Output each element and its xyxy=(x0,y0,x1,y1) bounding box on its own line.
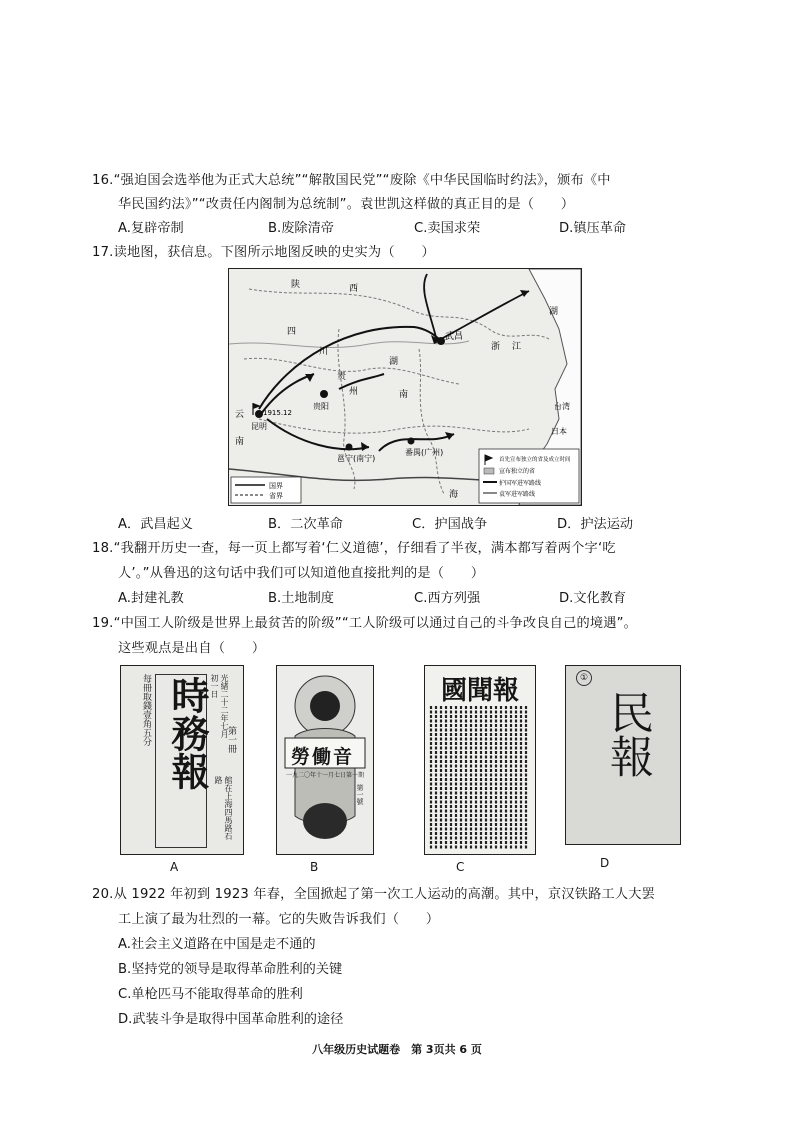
map-label-yun: 云 xyxy=(235,410,245,420)
shiwubao-title: 時務報 xyxy=(165,676,210,790)
map-label-taiwan: 台湾 xyxy=(554,402,570,411)
legend-yuan-route: 袁军进军路线 xyxy=(499,491,536,498)
map-label-sea-hu: 湖 xyxy=(549,307,559,317)
q19-stem-line1: 19.“中国工人阶级是世界上最贫苦的阶级”“工人阶级可以通过自己的斗争改良自己的境遇”。 xyxy=(92,616,638,631)
q20-option-d[interactable]: D.武装斗争是取得中国革命胜利的途径 xyxy=(118,1012,344,1027)
guowenbao-title: 國聞報 xyxy=(440,676,519,706)
q19-image-b[interactable] xyxy=(276,665,374,855)
q19-image-c-label: C xyxy=(456,860,465,874)
shiwubao-address: 館在上海四馬路石路 xyxy=(214,776,233,840)
map-label-zhou: 州 xyxy=(349,387,359,397)
shiwubao-issue: 第一冊 xyxy=(226,726,236,753)
q19-image-c[interactable] xyxy=(424,665,536,855)
laodongyin-date: 一九二〇年十一月七日第一期 xyxy=(285,772,364,779)
minbao-number: ① xyxy=(576,670,592,686)
q18-option-b[interactable]: B.土地制度 xyxy=(268,591,334,606)
q19-image-b-label: B xyxy=(310,860,319,874)
map-label-hai: 海 xyxy=(449,490,459,500)
q16-stem-line2: 华民国约法》”“改责任内阁制为总统制”。袁世凯这样做的真正目的是（ ） xyxy=(118,197,575,212)
map-label-date: 1915.12 xyxy=(263,409,292,417)
legend-protection-route: 护国军进军路线 xyxy=(499,480,542,487)
map-label-shaan: 陕 xyxy=(291,280,301,290)
q17-option-b[interactable]: B．二次革命 xyxy=(268,517,343,532)
map-label-nan: 南 xyxy=(399,390,409,400)
q20-option-b[interactable]: B.坚持党的领导是取得革命胜利的关键 xyxy=(118,962,343,977)
q19-image-a-label: A xyxy=(170,860,179,874)
map-label-hu: 湖 xyxy=(389,357,399,367)
q19-image-a[interactable] xyxy=(120,665,244,855)
map-drawing xyxy=(229,269,581,505)
map-label-gui: 贵 xyxy=(337,372,347,382)
q19-stem-line2: 这些观点是出自（ ） xyxy=(118,641,266,656)
map-label-chuan: 川 xyxy=(319,347,329,357)
q17-option-a[interactable]: A．武昌起义 xyxy=(118,517,193,532)
map-label-zhe: 浙 xyxy=(491,342,501,352)
q16-stem-line1: 16.“强迫国会选举他为正式大总统”“解散国民党”“废除《中华民国临时约法》，颁布《中 xyxy=(92,173,611,188)
q16-option-a[interactable]: A.复辟帝制 xyxy=(118,221,184,236)
shiwubao-price: 每冊取錢壹角五分 xyxy=(141,674,151,746)
map-label-japan: 日本 xyxy=(551,427,567,436)
map-label-xi: 西 xyxy=(349,284,359,294)
q18-option-d[interactable]: D.文化教育 xyxy=(559,591,627,606)
map-label-yun-nan: 南 xyxy=(235,437,245,447)
q20-stem-line2: 工上演了最为壮烈的一幕。它的失败告诉我们（ ） xyxy=(118,912,440,927)
q16-option-c[interactable]: C.卖国求荣 xyxy=(414,221,481,236)
q20-stem-line1: 20.从 1922 年初到 1923 年春，全国掀起了第一次工人运动的高潮。其中，京汉铁路工人大罢 xyxy=(92,887,656,902)
q19-image-d[interactable] xyxy=(565,665,681,845)
legend-border: 国界 xyxy=(269,482,283,490)
q18-option-c[interactable]: C.西方列强 xyxy=(414,591,481,606)
map-label-si: 四 xyxy=(287,327,297,337)
q20-option-c[interactable]: C.单枪匹马不能取得革命的胜利 xyxy=(118,987,303,1002)
q17-stem: 17.读地图，获信息。下图所示地图反映的史实为（ ） xyxy=(92,245,435,260)
legend-first-province: 首先宣布独立的省及成立时间 xyxy=(499,457,571,463)
legend-independent: 宣布独立的省 xyxy=(499,468,536,475)
q18-stem-line2: 人’。”从鲁迅的这句话中我们可以知道他直接批判的是（ ） xyxy=(118,566,485,581)
q20-option-a[interactable]: A.社会主义道路在中国是走不通的 xyxy=(118,937,316,952)
q17-option-c[interactable]: C．护国战争 xyxy=(412,517,488,532)
map-label-jiang: 江 xyxy=(512,342,522,352)
q18-stem-line1: 18.“我翻开历史一查，每一页上都写着‘仁义道德’，仔细看了半夜，满本都写着两个字‘吃 xyxy=(92,541,616,556)
q16-option-b[interactable]: B.废除清帝 xyxy=(268,221,334,236)
minbao-title: 民報 xyxy=(602,690,653,778)
guowenbao-text-columns xyxy=(425,704,535,854)
legend-province: 省界 xyxy=(269,492,283,500)
page-footer: 八年级历史试题卷 第 3页共 6 页 xyxy=(312,1043,482,1056)
shiwubao-date: 光緒二十二年七月初一日 xyxy=(210,674,229,738)
laodongyin-issue: 第一號 xyxy=(356,784,364,805)
map-label-kunming: 昆明 xyxy=(251,422,267,431)
q19-image-d-label: D xyxy=(600,856,610,870)
q17-map xyxy=(228,268,582,506)
q17-option-d[interactable]: D．护法运动 xyxy=(557,517,634,532)
map-label-yongning: 邕宁(南宁) xyxy=(337,454,376,463)
map-label-guiyang: 贵阳 xyxy=(313,402,329,411)
map-label-panyu: 番禺(广州) xyxy=(405,448,444,457)
map-label-wuchang: 武昌 xyxy=(445,332,464,342)
q16-option-d[interactable]: D.镇压革命 xyxy=(559,221,627,236)
laodongyin-title: 勞働音 xyxy=(291,746,355,768)
q18-option-a[interactable]: A.封建礼教 xyxy=(118,591,184,606)
